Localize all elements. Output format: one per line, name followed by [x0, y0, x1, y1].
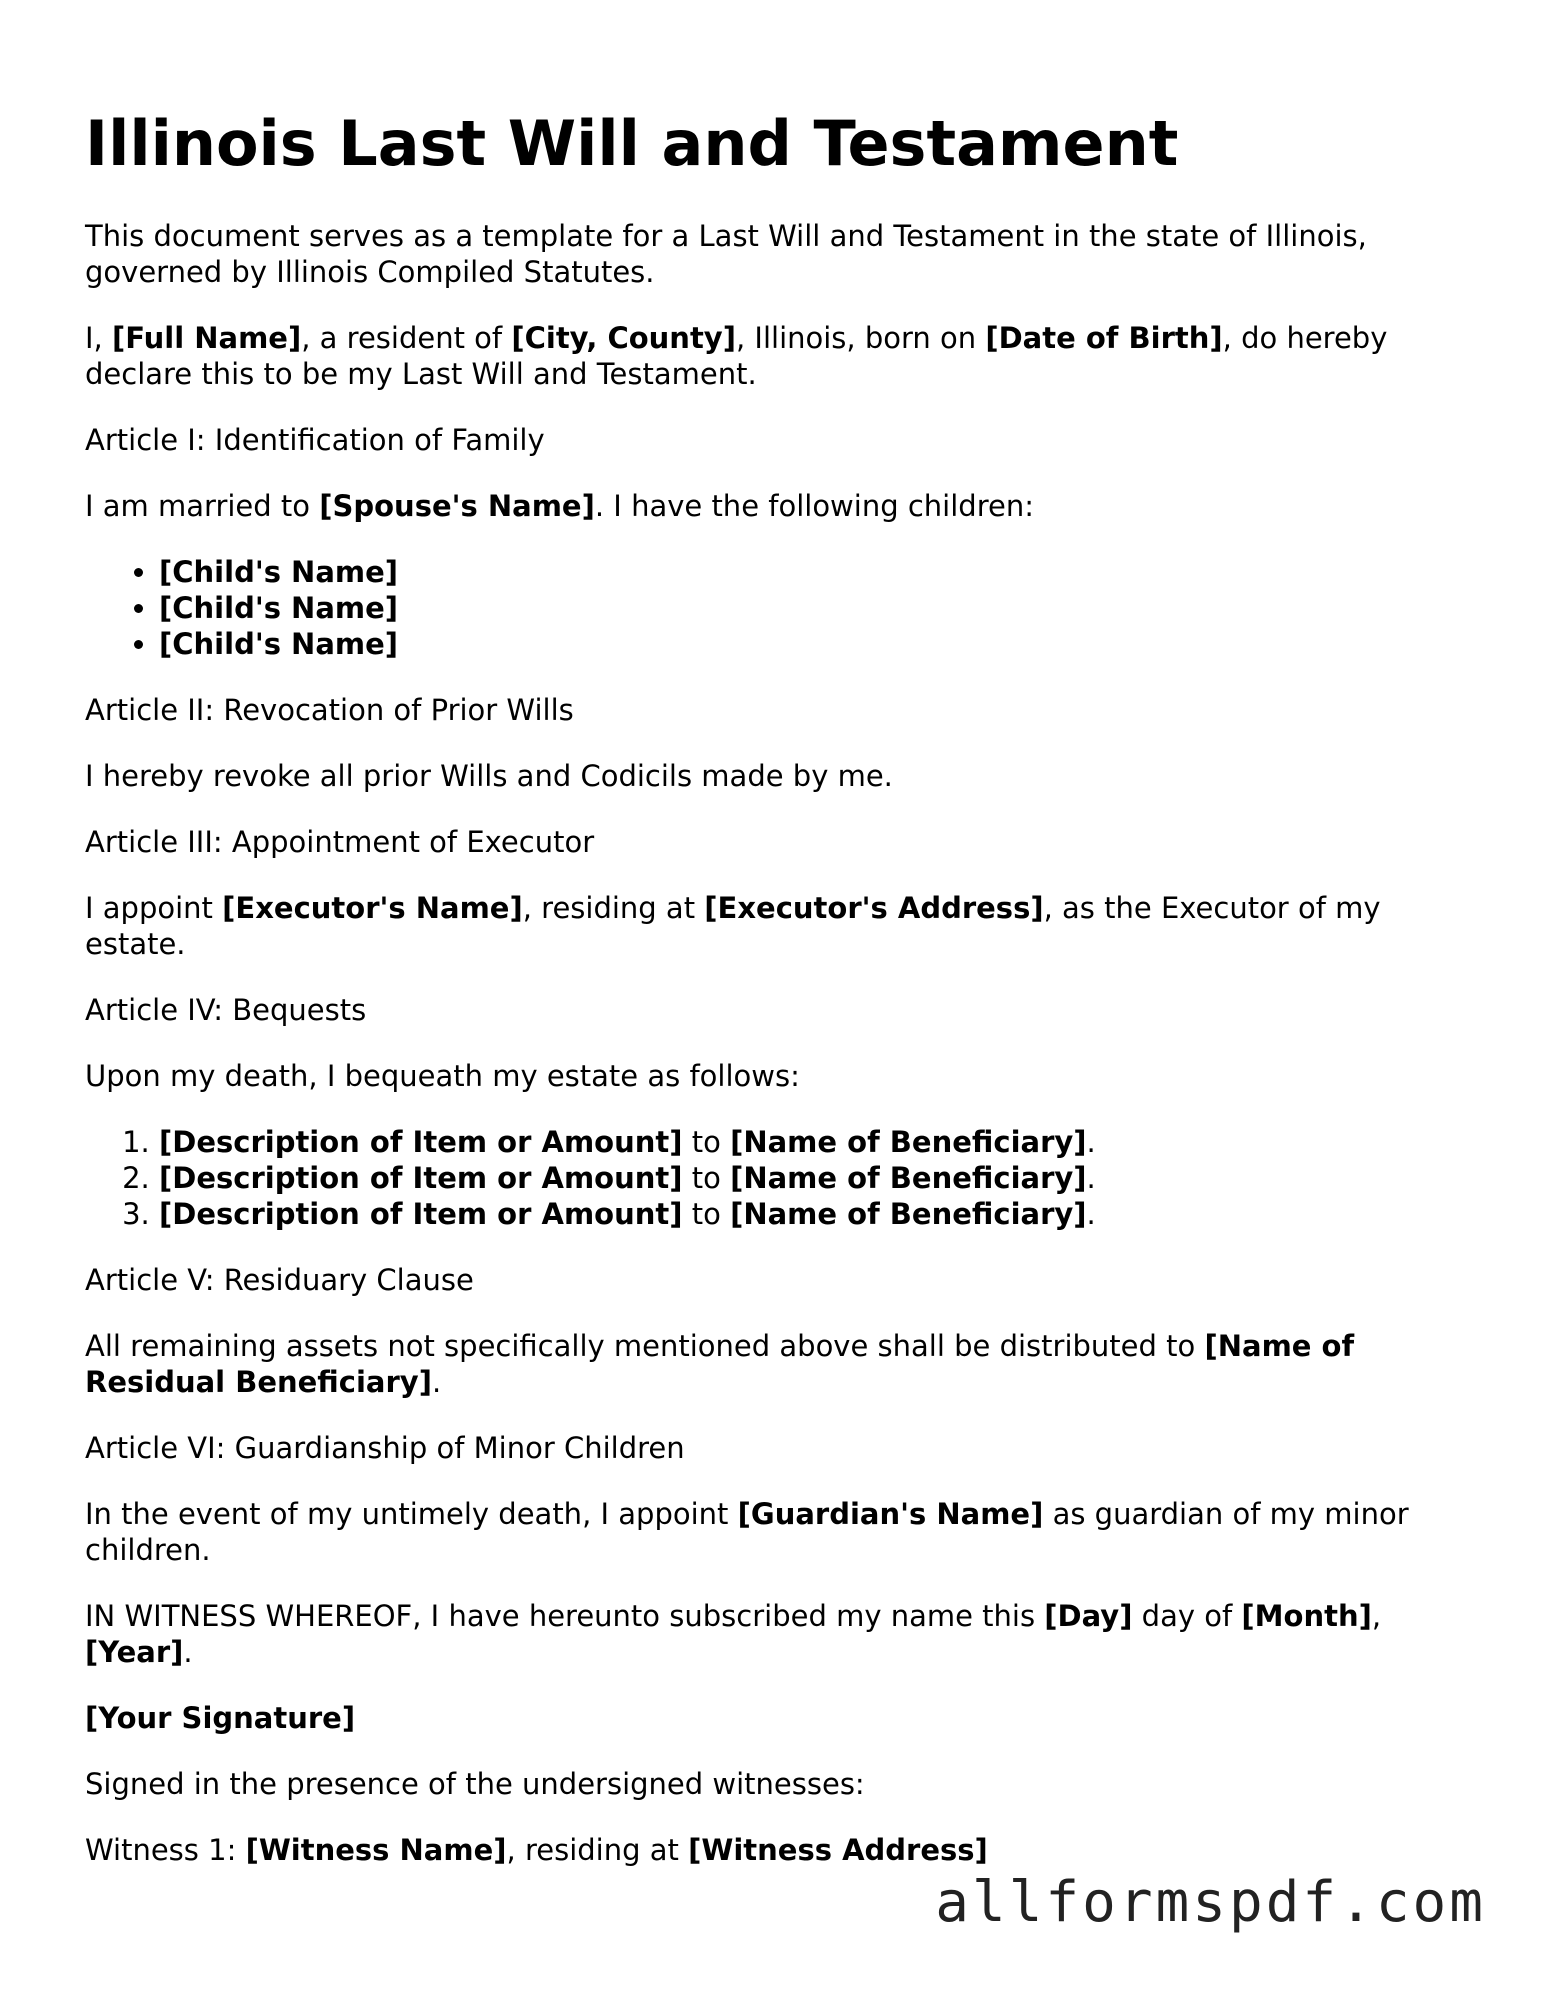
year-placeholder: [Year] [85, 1635, 184, 1669]
executor-address-placeholder: [Executor's Address] [704, 891, 1044, 925]
intro-paragraph: This document serves as a template for a Last Will and Testament in the state of Illinois, governed by Illinois Compiled Statutes. [85, 219, 1367, 289]
executor-text: I appoint [85, 891, 223, 925]
witness-text: day of [1132, 1599, 1242, 1633]
article-6-heading: Article VI: Guardianship of Minor Children [85, 1431, 685, 1465]
guardianship-text: as guardian of my minor children. [85, 1497, 1409, 1567]
declaration-text: , Illinois, born on [735, 321, 986, 355]
bequest-text: to [682, 1161, 731, 1195]
document-title: Illinois Last Will and Testament [85, 107, 1179, 180]
month-placeholder: [Month] [1241, 1599, 1372, 1633]
beneficiary-placeholder: [Name of Beneficiary] [730, 1161, 1087, 1195]
list-item [159, 1196, 1465, 1232]
bequests-intro: Upon my death, I bequeath my estate as follows: [85, 1059, 800, 1093]
guardianship-paragraph [85, 1496, 1465, 1568]
residuary-paragraph [85, 1328, 1465, 1400]
signature-line [85, 1700, 1465, 1736]
child-name-placeholder: [Child's Name] [159, 591, 399, 625]
bequest-text: . [1086, 1125, 1096, 1159]
full-name-placeholder: [Full Name] [112, 321, 302, 355]
executor-name-placeholder: [Executor's Name] [222, 891, 523, 925]
presence-paragraph: Signed in the presence of the undersigned witnesses: [85, 1767, 865, 1801]
dob-placeholder: [Date of Birth] [985, 321, 1223, 355]
executor-paragraph [85, 890, 1465, 962]
day-placeholder: [Day] [1044, 1599, 1133, 1633]
bequest-text: to [682, 1197, 731, 1231]
witness-1-text: , residing at [506, 1833, 689, 1867]
child-name-placeholder: [Child's Name] [159, 627, 399, 661]
witness-name-placeholder: [Witness Name] [245, 1833, 507, 1867]
article-5-heading: Article V: Residuary Clause [85, 1263, 474, 1297]
witness-address-placeholder: [Witness Address] [688, 1833, 988, 1867]
residual-beneficiary-placeholder: [Name of Residual Beneficiary] [85, 1329, 1355, 1399]
family-text: . I have the following children: [594, 489, 1034, 523]
list-item [159, 590, 1465, 626]
executor-text: , as the Executor of my estate. [85, 891, 1381, 961]
bequest-text: . [1086, 1197, 1096, 1231]
spouse-placeholder: [Spouse's Name] [319, 489, 595, 523]
family-paragraph [85, 488, 1465, 524]
declaration-paragraph [85, 320, 1465, 392]
witness-whereof-paragraph [85, 1598, 1465, 1670]
declaration-text: , do hereby declare this to be my Last Will and Testament. [85, 321, 1388, 391]
declaration-text: I, [85, 321, 112, 355]
bequest-item-placeholder: [Description of Item or Amount] [159, 1197, 683, 1231]
child-name-placeholder: [Child's Name] [159, 555, 399, 589]
bequest-text: . [1086, 1161, 1096, 1195]
witness-text: . [183, 1635, 193, 1669]
guardian-name-placeholder: [Guardian's Name] [737, 1497, 1044, 1531]
list-item [159, 1160, 1465, 1196]
executor-text: , residing at [522, 891, 705, 925]
list-item [159, 626, 1465, 662]
witness-text: IN WITNESS WHEREOF, I have hereunto subscribed my name this [85, 1599, 1045, 1633]
witness-1-line [85, 1832, 1465, 1868]
witness-text: , [1371, 1599, 1382, 1633]
beneficiary-placeholder: [Name of Beneficiary] [730, 1197, 1087, 1231]
bequest-item-placeholder: [Description of Item or Amount] [159, 1161, 683, 1195]
beneficiary-placeholder: [Name of Beneficiary] [730, 1125, 1087, 1159]
family-text: I am married to [85, 489, 320, 523]
document-page [85, 106, 1465, 1898]
article-1-heading: Article I: Identification of Family [85, 423, 545, 457]
revocation-paragraph: I hereby revoke all prior Wills and Codicils made by me. [85, 759, 893, 793]
city-county-placeholder: [City, County] [511, 321, 736, 355]
article-3-heading: Article III: Appointment of Executor [85, 825, 595, 859]
children-list [85, 554, 1465, 662]
article-4-heading: Article IV: Bequests [85, 993, 367, 1027]
list-item [159, 554, 1465, 590]
residuary-text: . [431, 1365, 442, 1399]
site-watermark: allformspdf.com [935, 1870, 1486, 1935]
residuary-text: All remaining assets not specifically mentioned above shall be distributed to [85, 1329, 1205, 1363]
witness-1-text: Witness 1: [85, 1833, 246, 1867]
declaration-text: , a resident of [301, 321, 512, 355]
bequest-text: to [682, 1125, 731, 1159]
bequests-list [85, 1124, 1465, 1232]
bequest-item-placeholder: [Description of Item or Amount] [159, 1125, 683, 1159]
signature-placeholder: [Your Signature] [85, 1701, 356, 1735]
list-item [159, 1124, 1465, 1160]
article-2-heading: Article II: Revocation of Prior Wills [85, 693, 574, 727]
guardianship-text: In the event of my untimely death, I appoint [85, 1497, 738, 1531]
